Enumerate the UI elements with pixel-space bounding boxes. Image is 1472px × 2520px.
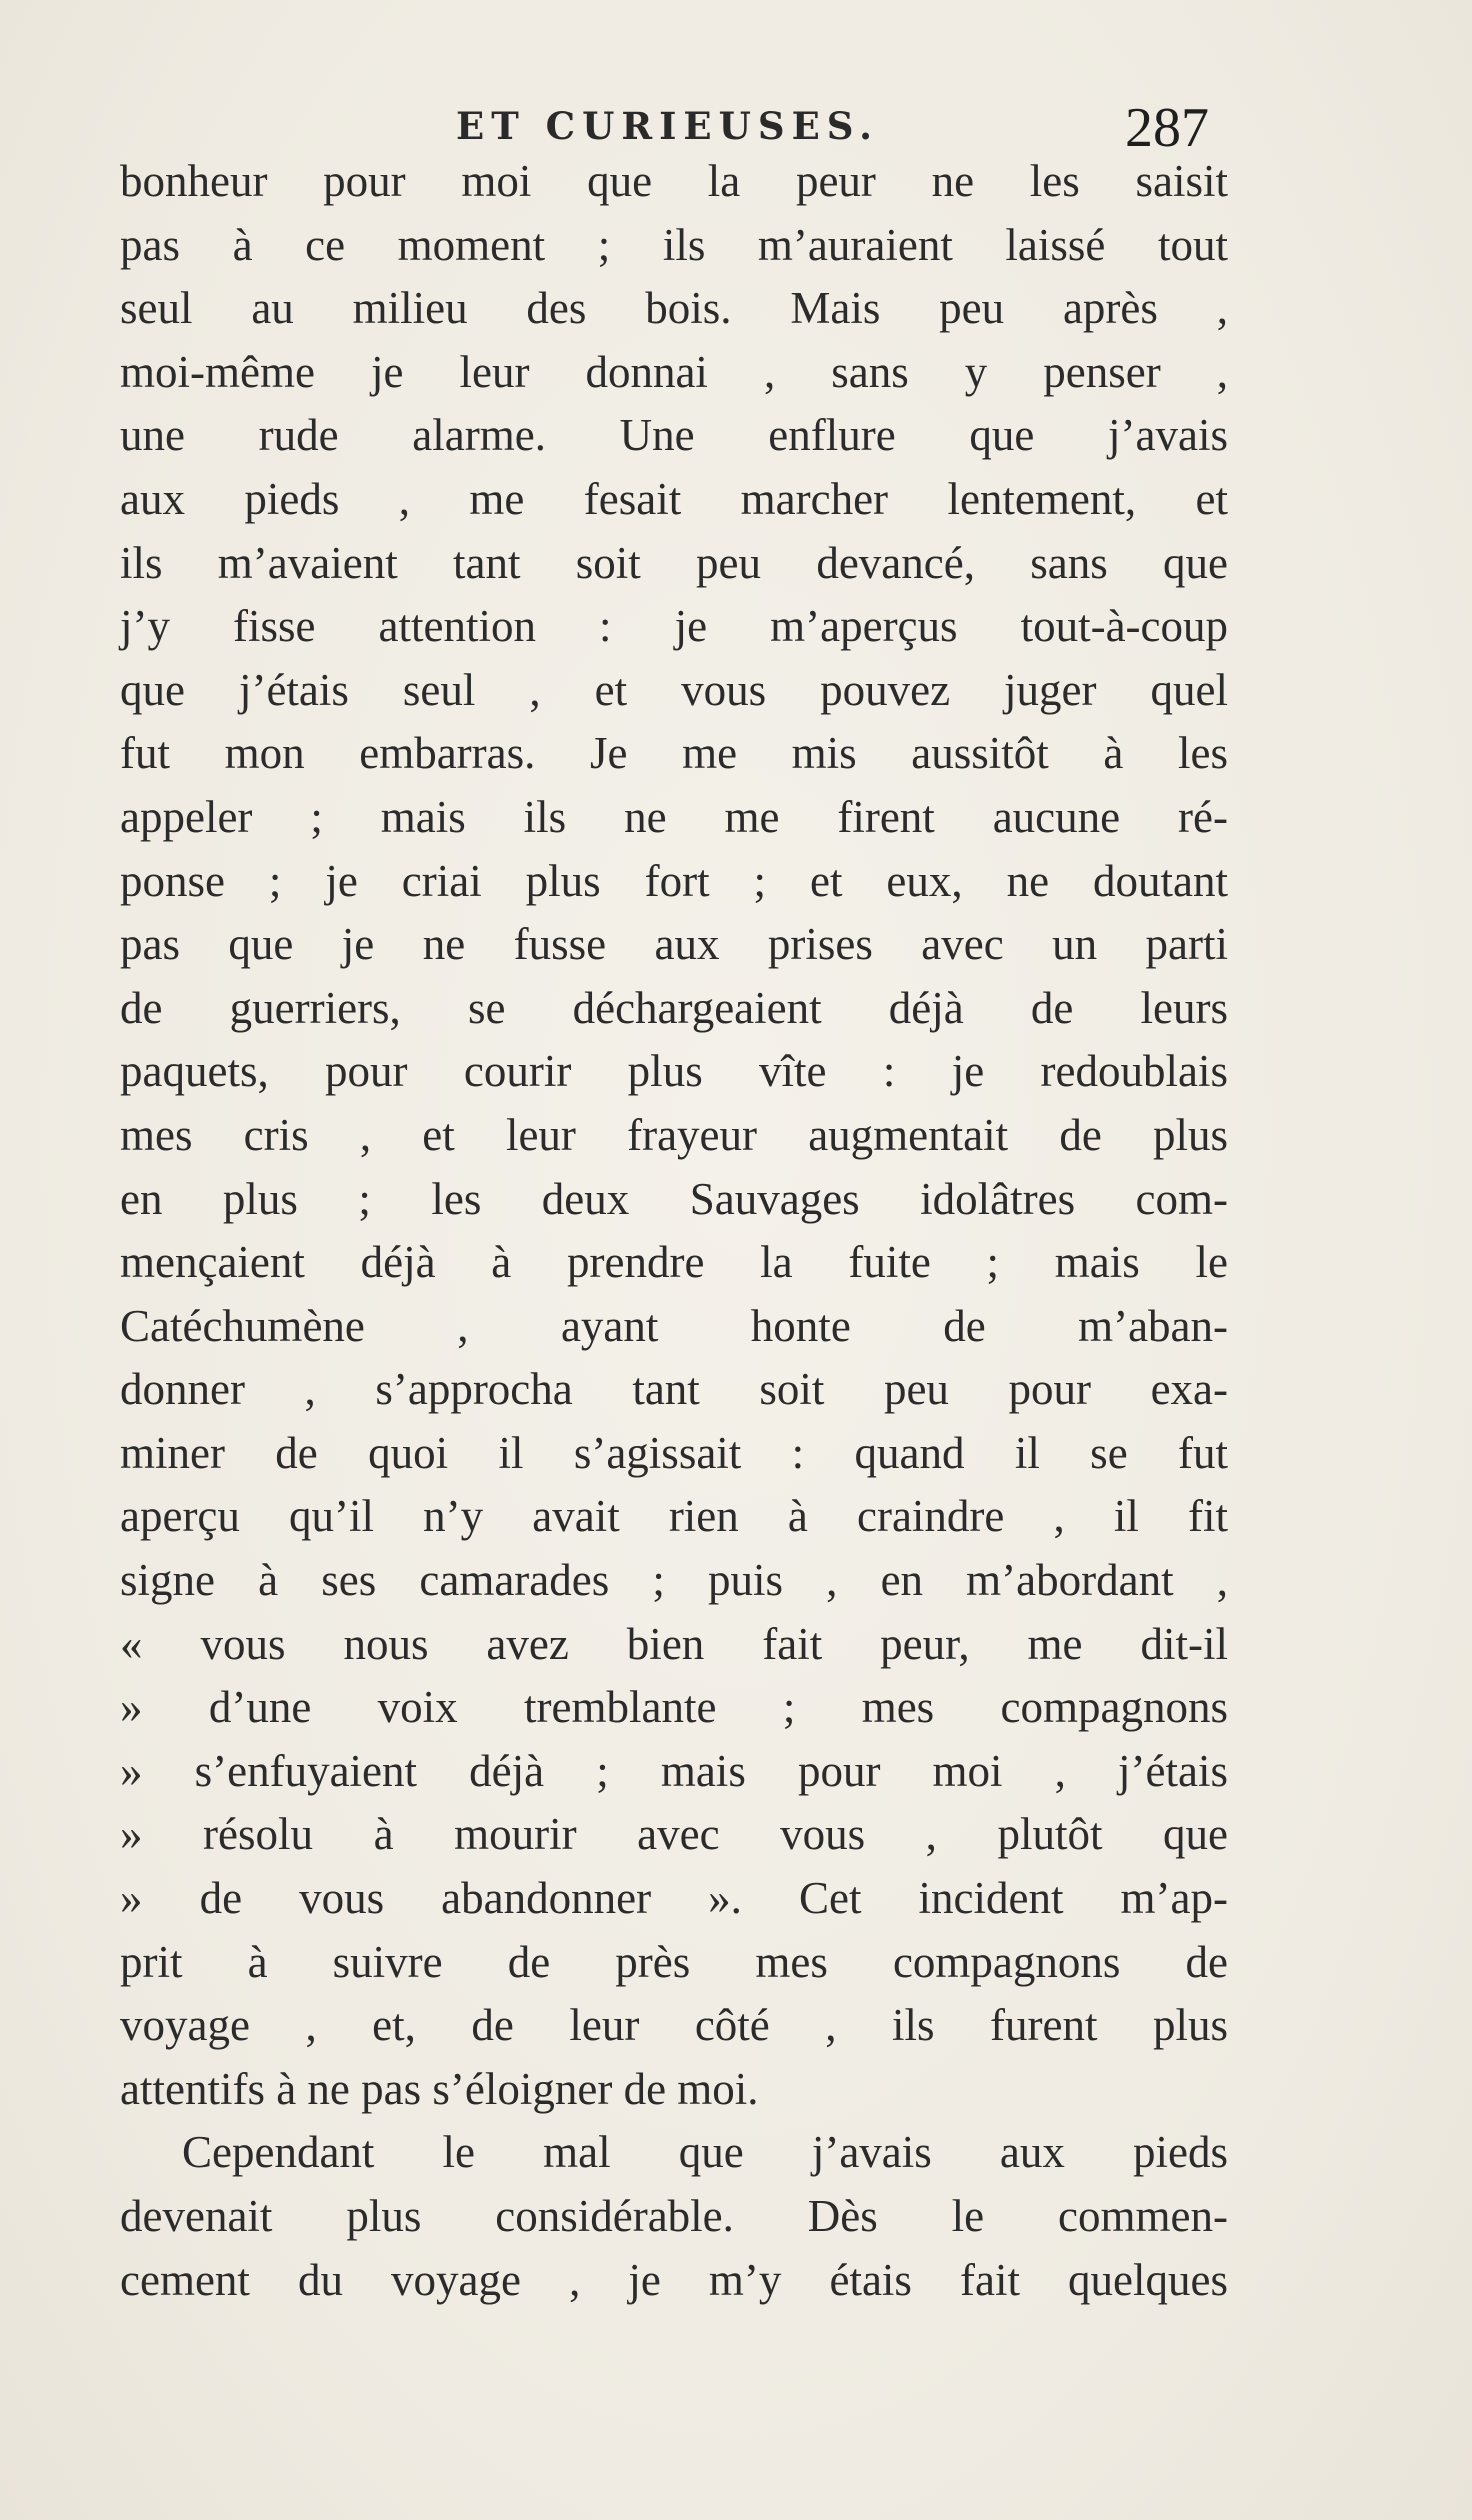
text-line: ils m’avaient tant soit peu devancé, sans que: [120, 537, 1228, 588]
paragraph-start-line: Cependant le mal que j’avais aux pieds: [182, 2127, 1228, 2178]
text-line: attentifs à ne pas s’éloigner de moi.: [120, 2063, 759, 2114]
text-line: j’y fisse attention : je m’aperçus tout-à-coup: [120, 601, 1228, 652]
text-line: pas que je ne fusse aux prises avec un parti: [120, 919, 1228, 970]
text-line: fut mon embarras. Je me mis aussitôt à les: [120, 728, 1228, 779]
text-line: paquets, pour courir plus vîte : je redoublais: [120, 1046, 1228, 1097]
page-number: 287: [1125, 97, 1209, 159]
text-line: » de vous abandonner ». Cet incident m’ap-: [120, 1873, 1228, 1924]
text-line: pas à ce moment ; ils m’auraient laissé tout: [120, 219, 1228, 270]
text-line: mençaient déjà à prendre la fuite ; mais le: [120, 1237, 1228, 1288]
text-line: moi-même je leur donnai , sans y penser ,: [120, 346, 1228, 397]
running-head: ET CURIEUSES.: [456, 104, 880, 148]
text-line: aux pieds , me fesait marcher lentement, et: [120, 473, 1228, 524]
text-line: voyage , et, de leur côté , ils furent plus: [120, 2000, 1228, 2051]
text-line: donner , s’approcha tant soit peu pour exa-: [120, 1364, 1228, 1415]
text-line: seul au milieu des bois. Mais peu après ,: [120, 283, 1228, 334]
text-line: signe à ses camarades ; puis , en m’abordant ,: [120, 1555, 1228, 1606]
text-line: en plus ; les deux Sauvages idolâtres com-: [120, 1173, 1228, 1224]
body-text: [120, 150, 1228, 2312]
text-line: Catéchumène , ayant honte de m’aban-: [120, 1300, 1228, 1351]
text-line: « vous nous avez bien fait peur, me dit-il: [120, 1618, 1228, 1669]
text-line: aperçu qu’il n’y avait rien à craindre , il fit: [120, 1491, 1228, 1542]
text-line: » s’enfuyaient déjà ; mais pour moi , j’étais: [120, 1745, 1228, 1796]
text-line: » résolu à mourir avec vous , plutôt que: [120, 1809, 1228, 1860]
text-line: appeler ; mais ils ne me firent aucune ré-: [120, 791, 1228, 842]
text-line: une rude alarme. Une enflure que j’avais: [120, 410, 1228, 461]
text-line: ponse ; je criai plus fort ; et eux, ne doutant: [120, 855, 1228, 906]
text-line: mes cris , et leur frayeur augmentait de plus: [120, 1109, 1228, 1160]
text-line: de guerriers, se déchargeaient déjà de leurs: [120, 982, 1228, 1033]
text-line: cement du voyage , je m’y étais fait quelques: [120, 2254, 1228, 2305]
text-line: » d’une voix tremblante ; mes compagnons: [120, 1682, 1228, 1733]
text-line: miner de quoi il s’agissait : quand il se fut: [120, 1427, 1228, 1478]
text-line: devenait plus considérable. Dès le commen-: [120, 2191, 1228, 2241]
text-line: que j’étais seul , et vous pouvez juger quel: [120, 664, 1228, 715]
text-line: prit à suivre de près mes compagnons de: [120, 1936, 1228, 1987]
text-line: bonheur pour moi que la peur ne les saisit: [120, 156, 1228, 206]
